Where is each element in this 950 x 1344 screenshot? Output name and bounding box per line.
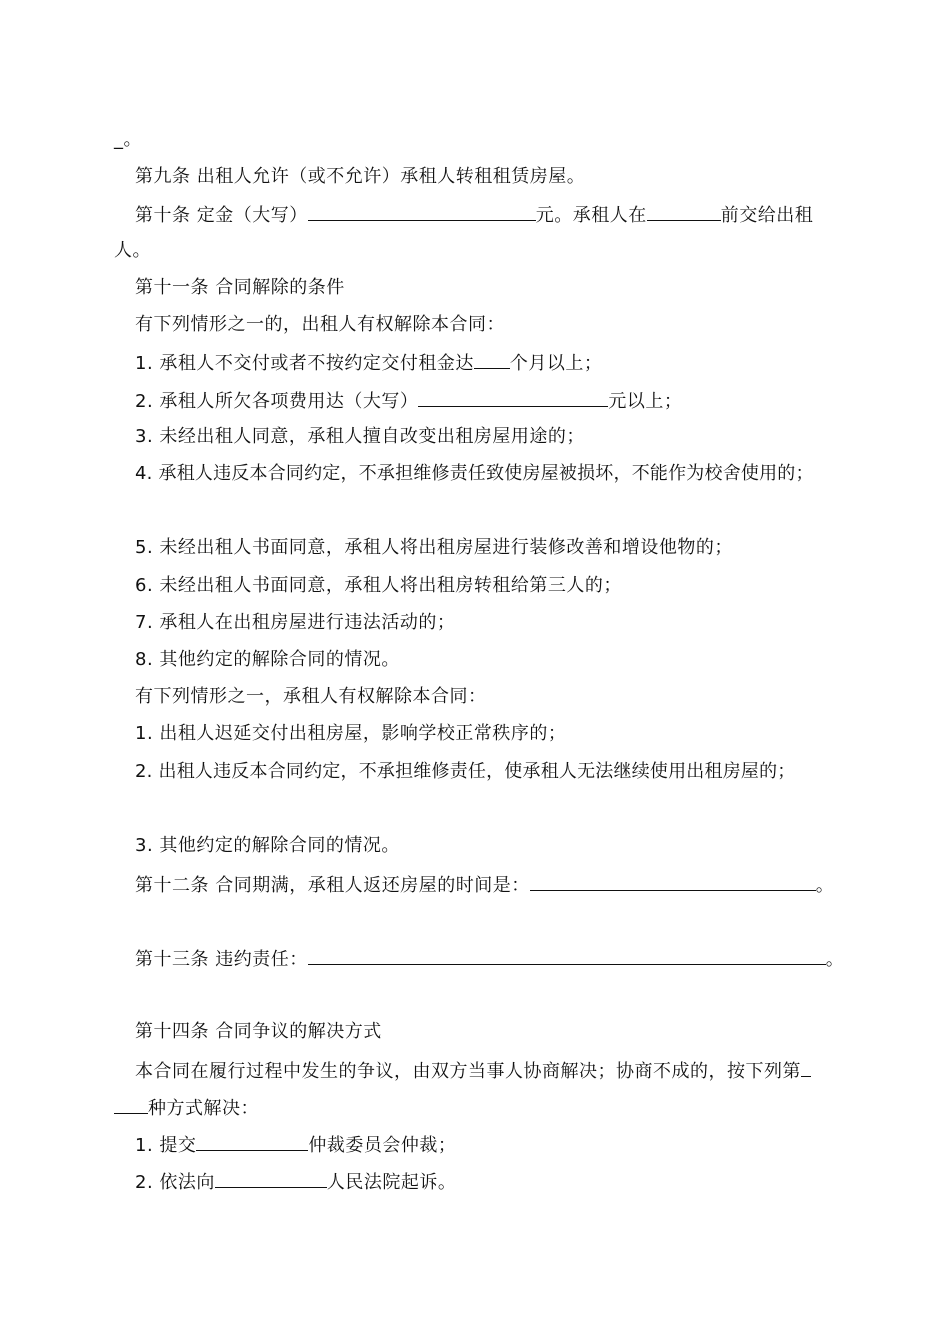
article-14-heading bbox=[135, 1020, 382, 1044]
blank-deposit-date bbox=[647, 202, 721, 221]
text-fragment: 仲裁委员会仲裁； bbox=[308, 1135, 457, 1156]
lessor-item-6 bbox=[135, 574, 622, 598]
text-fragment: 第十二条 合同期满，承租人返还房屋的时间是： bbox=[135, 875, 530, 896]
text-fragment: 人。 bbox=[114, 240, 151, 261]
lessor-item-3 bbox=[135, 425, 585, 449]
lessee-item-3 bbox=[135, 834, 400, 858]
text-fragment: _。 bbox=[114, 129, 142, 150]
text-fragment: 5. 未经出租人书面同意，承租人将出租房屋进行装修改善和增设他物的； bbox=[135, 537, 733, 558]
text-fragment: 7. 承租人在出租房屋进行违法活动的； bbox=[135, 612, 456, 633]
article-10-continuation bbox=[114, 239, 151, 263]
text-fragment: 人民法院起诉。 bbox=[326, 1172, 457, 1193]
text-fragment: 。 bbox=[825, 949, 845, 970]
blank-option-number bbox=[801, 1058, 811, 1077]
dispute-option-2 bbox=[135, 1169, 456, 1195]
lessor-termination-intro bbox=[135, 313, 505, 337]
blank-return-date bbox=[530, 872, 816, 891]
blank-fee-amount bbox=[418, 388, 608, 407]
lessor-item-2 bbox=[135, 388, 682, 414]
blank-option-number-cont bbox=[114, 1095, 148, 1114]
text-fragment: 第十条 定金（大写） bbox=[135, 205, 308, 226]
text-fragment: 种方式解决： bbox=[148, 1098, 259, 1119]
text-fragment: 前交给出租 bbox=[720, 205, 814, 226]
lessor-item-1 bbox=[135, 350, 602, 376]
text-fragment: 8. 其他约定的解除合同的情况。 bbox=[135, 649, 400, 670]
text-fragment: 第十四条 合同争议的解决方式 bbox=[135, 1021, 382, 1042]
text-fragment: 3. 其他约定的解除合同的情况。 bbox=[135, 835, 400, 856]
article-12 bbox=[135, 872, 834, 898]
blank-arbitration-committee bbox=[196, 1132, 308, 1151]
article-13 bbox=[135, 946, 844, 972]
lessee-termination-intro bbox=[135, 685, 487, 709]
text-fragment: 第十一条 合同解除的条件 bbox=[135, 277, 345, 298]
article-9 bbox=[135, 165, 585, 189]
text-fragment: 2. 承租人所欠各项费用达（大写） bbox=[135, 391, 419, 412]
text-fragment: 。 bbox=[815, 875, 835, 896]
text-fragment: 3. 未经出租人同意，承租人擅自改变出租房屋用途的； bbox=[135, 426, 585, 447]
lessor-item-4 bbox=[135, 462, 814, 486]
dispute-resolution-continuation bbox=[114, 1095, 259, 1121]
lessor-item-8 bbox=[135, 648, 400, 672]
text-fragment: 元以上； bbox=[608, 391, 683, 412]
text-fragment: 6. 未经出租人书面同意，承租人将出租房转租给第三人的； bbox=[135, 575, 622, 596]
text-fragment: 有下列情形之一的，出租人有权解除本合同： bbox=[135, 314, 505, 335]
text-line-continuation bbox=[114, 128, 142, 152]
text-fragment: 2. 依法向 bbox=[135, 1172, 215, 1193]
blank-liability bbox=[308, 946, 826, 965]
text-fragment: 本合同在履行过程中发生的争议，由双方当事人协商解决；协商不成的，按下列第 bbox=[135, 1061, 801, 1082]
lessee-item-1 bbox=[135, 722, 566, 746]
text-fragment: 1. 出租人迟延交付出租房屋，影响学校正常秩序的； bbox=[135, 723, 567, 744]
text-fragment: 4. 承租人违反本合同约定，不承担维修责任致使房屋被损坏，不能作为校舍使用的； bbox=[135, 463, 814, 484]
blank-court bbox=[215, 1169, 327, 1188]
lessor-item-7 bbox=[135, 611, 455, 635]
text-fragment: 1. 承租人不交付或者不按约定交付租金达 bbox=[135, 353, 474, 374]
text-fragment: 第九条 出租人允许（或不允许）承租人转租租赁房屋。 bbox=[135, 166, 586, 187]
article-11-heading bbox=[135, 276, 345, 300]
blank-deposit-amount bbox=[308, 202, 536, 221]
text-fragment: 第十三条 违约责任： bbox=[135, 949, 308, 970]
text-fragment: 元。承租人在 bbox=[535, 205, 647, 226]
dispute-resolution-text bbox=[135, 1058, 811, 1084]
text-fragment: 个月以上； bbox=[509, 353, 603, 374]
text-fragment: 1. 提交 bbox=[135, 1135, 197, 1156]
blank-months bbox=[474, 350, 510, 369]
text-fragment: 有下列情形之一，承租人有权解除本合同： bbox=[135, 686, 487, 707]
lessor-item-5 bbox=[135, 536, 733, 560]
text-fragment: 2. 出租人违反本合同约定，不承担维修责任，使承租人无法继续使用出租房屋的； bbox=[135, 761, 796, 782]
lessee-item-2 bbox=[135, 760, 796, 784]
article-10 bbox=[135, 202, 813, 228]
dispute-option-1 bbox=[135, 1132, 456, 1158]
